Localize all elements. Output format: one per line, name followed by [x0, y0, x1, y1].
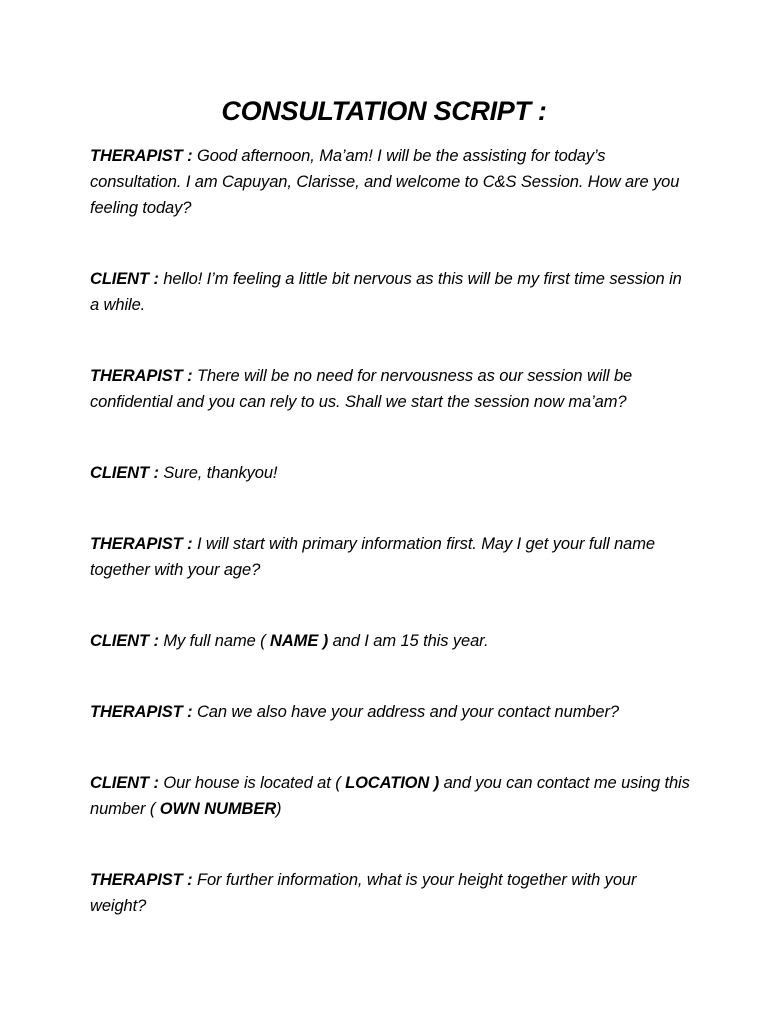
- dialogue-text: and I am 15 this year.: [328, 632, 489, 650]
- speaker-label: CLIENT :: [90, 632, 159, 650]
- script-lines: [90, 143, 690, 964]
- script-line: [90, 266, 690, 318]
- script-line: [90, 460, 690, 486]
- document-title: CONSULTATION SCRIPT :: [221, 96, 547, 126]
- dialogue-text: Good afternoon, Ma’am! I will be the assisting for today’s consultation. I am Capuyan, Clarisse, and welcome to C&S Session. How are you feeling today?: [90, 147, 680, 217]
- script-line: [90, 363, 690, 415]
- dialogue-text: hello! I’m feeling a little bit nervous as this will be my first time session in a while.: [90, 270, 682, 314]
- script-line: [90, 699, 690, 725]
- speaker-label: THERAPIST :: [90, 871, 193, 889]
- speaker-label: CLIENT :: [90, 774, 159, 792]
- speaker-label: THERAPIST :: [90, 367, 193, 385]
- speaker-label: CLIENT :: [90, 464, 159, 482]
- dialogue-text: My full name (: [158, 632, 271, 650]
- speaker-label: THERAPIST :: [90, 535, 193, 553]
- dialogue-text: Can we also have your address and your contact number?: [192, 703, 619, 721]
- dialogue-text: and you can contact me using this number (: [90, 774, 690, 818]
- dialogue-text: There will be no need for nervousness as our session will be confidential and you can rely to us. Shall we start the session now ma’am?: [90, 367, 633, 411]
- dialogue-text: For further information, what is your height together with your weight?: [90, 871, 637, 915]
- dialogue-text: ): [276, 800, 282, 818]
- script-line: [90, 143, 690, 221]
- script-line: [90, 628, 690, 654]
- placeholder-text: NAME ): [270, 632, 329, 650]
- script-line: [90, 867, 690, 919]
- dialogue-text: Sure, thankyou!: [158, 464, 278, 482]
- dialogue-text: Our house is located at (: [158, 774, 346, 792]
- placeholder-text: OWN NUMBER: [159, 800, 277, 818]
- speaker-label: THERAPIST :: [90, 703, 193, 721]
- script-line: [90, 770, 690, 822]
- placeholder-text: LOCATION ): [345, 774, 440, 792]
- speaker-label: THERAPIST :: [90, 147, 193, 165]
- script-line: [90, 531, 690, 583]
- speaker-label: CLIENT :: [90, 270, 159, 288]
- dialogue-text: I will start with primary information first. May I get your full name together with your age?: [90, 535, 655, 579]
